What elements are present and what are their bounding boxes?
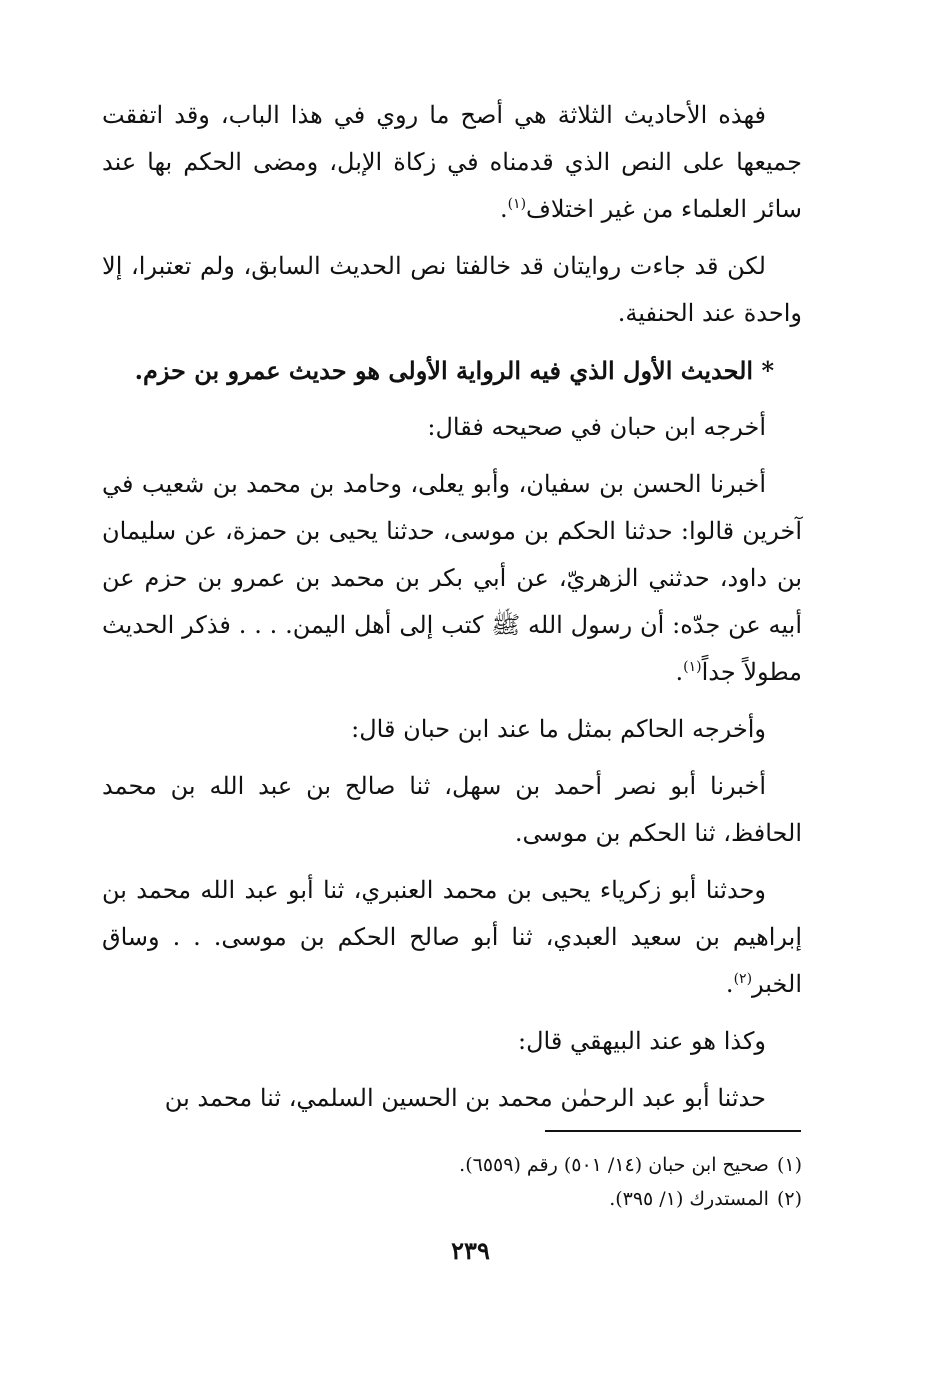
main-text [102, 92, 802, 1132]
paragraph-5-text: أخبرنا الحسن بن سفيان، وأبو يعلى، وحامد بن محمد بن شعيب في آخرين قالوا: حدثنا الحكم بن موسى، حدثنا يحيى بن حمزة، عن سليمان بن داود، حدثني الزهريّ، عن أبي بكر بن محمد بن عمرو بن حزم عن أبيه عن جدّه: أن رسول الله ﷺ كتب إلى أهل اليمن. . . . فذكر الحديث مطولاً جداً [102, 470, 802, 686]
footnote-divider [545, 1130, 801, 1132]
footnote-2 [102, 1182, 802, 1216]
footnote-1-number: (١) [776, 1154, 802, 1176]
paragraph-2 [102, 243, 802, 337]
section-heading-text: * الحديث الأول الذي فيه الرواية الأولى هو حديث عمرو بن حزم. [134, 356, 774, 385]
section-heading [102, 347, 802, 394]
footnote-2-number: (٢) [776, 1188, 802, 1210]
paragraph-5 [102, 461, 802, 696]
paragraph-7-text: أخبرنا أبو نصر أحمد بن سهل، ثنا صالح بن عبد الله بن محمد الحافظ، ثنا الحكم بن موسى. [102, 772, 802, 847]
paragraph-6-text: وأخرجه الحاكم بمثل ما عند ابن حبان قال: [351, 715, 766, 743]
footnote-ref-2[interactable]: (١) [683, 659, 702, 675]
paragraph-9 [102, 1018, 802, 1065]
footnote-ref-1[interactable]: (١) [507, 196, 527, 212]
footnotes [102, 1148, 802, 1216]
paragraph-4 [102, 404, 802, 451]
footnote-1 [102, 1148, 802, 1182]
paragraph-2-text: لكن قد جاءت روايتان قد خالفتا نص الحديث السابق، ولم تعتبرا، إلا واحدة عند الحنفية. [102, 252, 802, 327]
paragraph-10-text: حدثنا أبو عبد الرحمٰن محمد بن الحسين السلمي، ثنا محمد بن [164, 1084, 766, 1112]
paragraph-9-text: وكذا هو عند البيهقي قال: [518, 1027, 766, 1055]
paragraph-6 [102, 706, 802, 753]
footnote-ref-3[interactable]: (٢) [733, 971, 753, 987]
paragraph-1-tail: . [499, 195, 508, 223]
paragraph-8-text: وحدثنا أبو زكرياء يحيى بن محمد العنبري، ثنا أبو عبد الله محمد بن إبراهيم بن سعيد العبدي، ثنا أبو صالح الحكم بن موسى. . . وساق الخبر [102, 876, 802, 998]
paragraph-8-tail: . [725, 970, 734, 998]
paragraph-1-text: فهذه الأحاديث الثلاثة هي أصح ما روي في هذا الباب، وقد اتفقت جميعها على النص الذي قدمناه في زكاة الإبل، ومضى الحكم بها عند سائر العلماء من غير اختلاف [102, 101, 802, 223]
paragraph-1 [102, 92, 802, 233]
page-number: ٢٣٩ [451, 1236, 490, 1265]
footnote-1-text: صحيح ابن حبان (١٤/ ٥٠١) رقم (٦٥٥٩). [459, 1154, 769, 1176]
paragraph-10 [102, 1075, 802, 1122]
paragraph-4-text: أخرجه ابن حبان في صحيحه فقال: [427, 413, 766, 441]
paragraph-5-tail: . [675, 658, 684, 686]
footnote-2-text: المستدرك (١/ ٣٩٥). [609, 1188, 769, 1210]
paragraph-7 [102, 763, 802, 857]
paragraph-8 [102, 867, 802, 1008]
